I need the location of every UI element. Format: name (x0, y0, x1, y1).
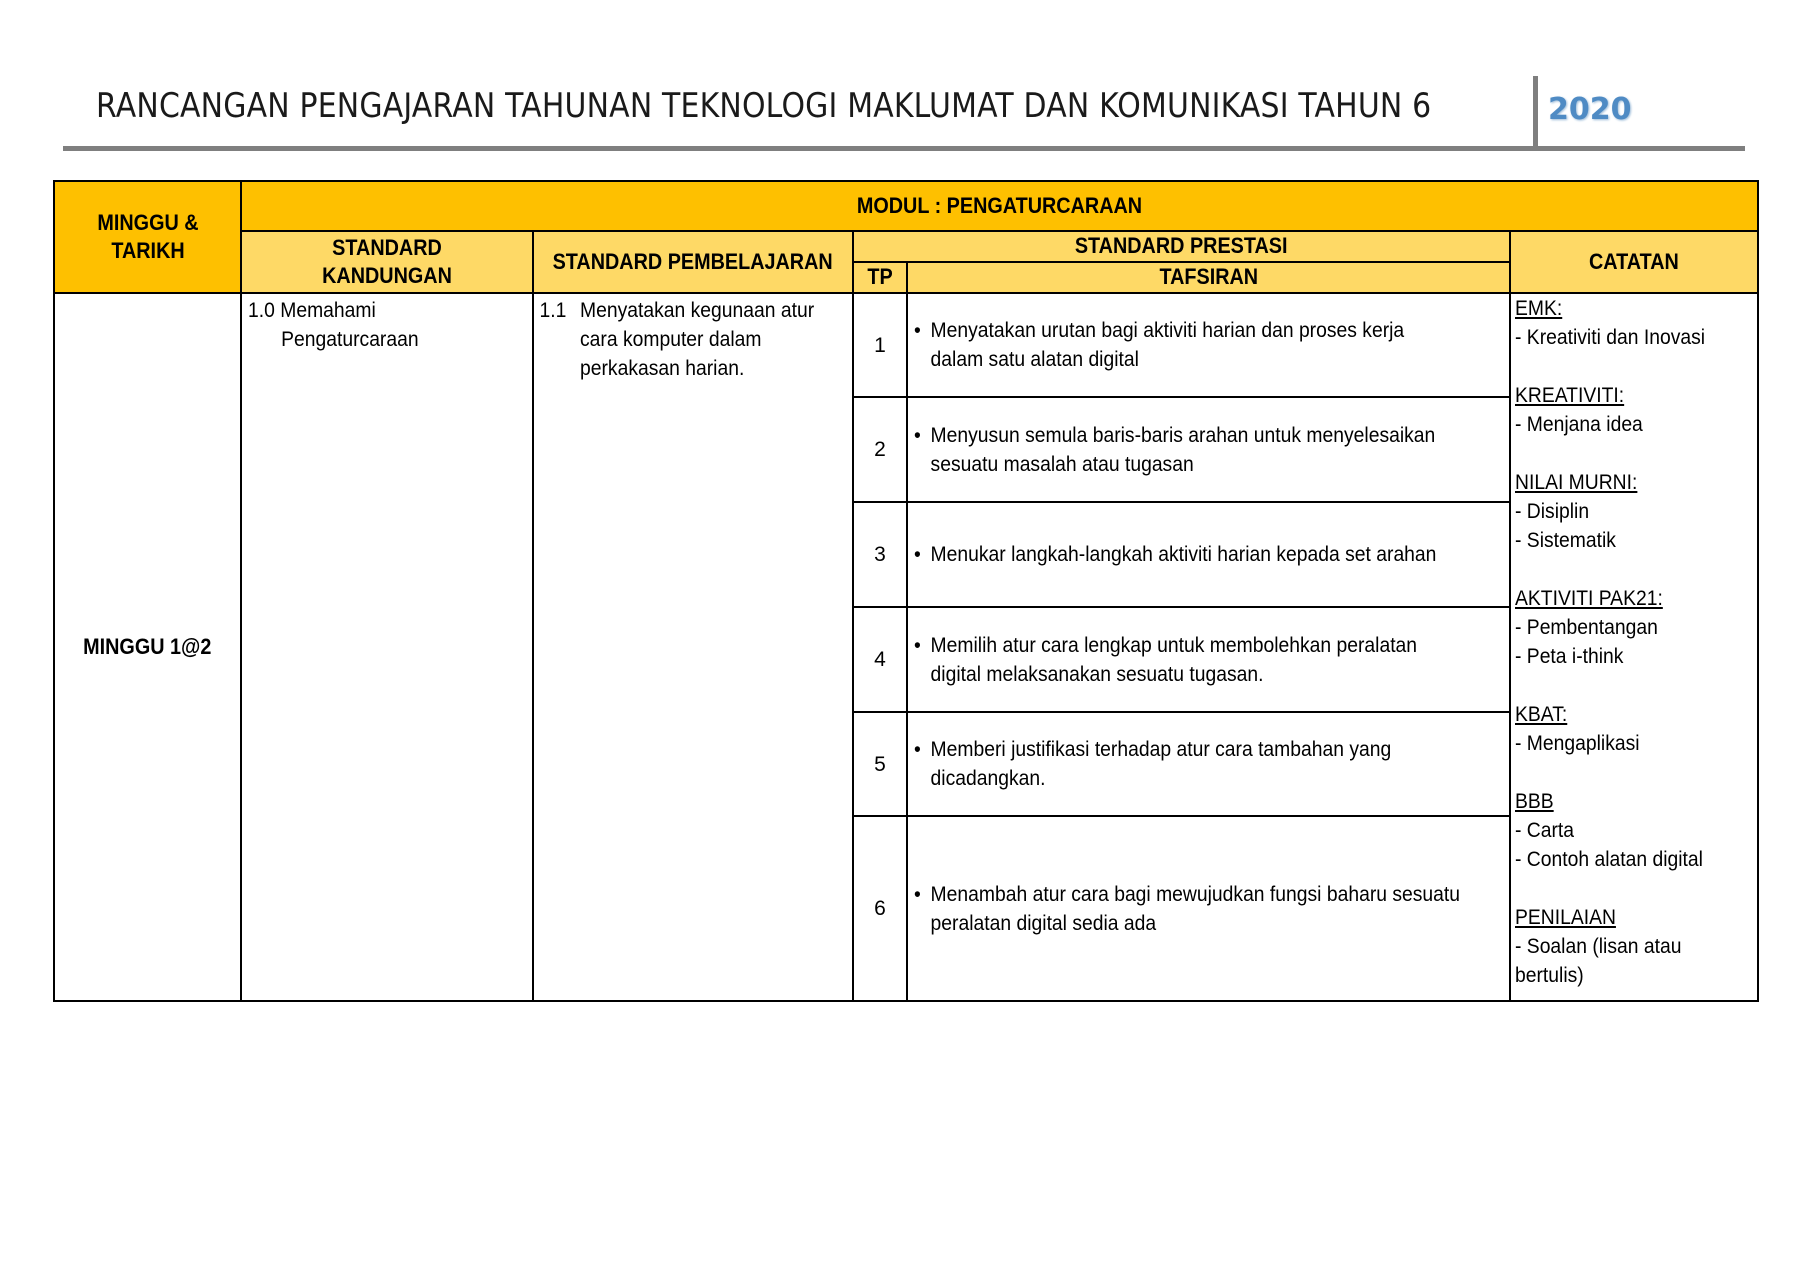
standard-pembelajaran-cell (533, 293, 853, 1001)
catatan-cell (1510, 293, 1758, 1001)
tafsiran-cell (907, 816, 1510, 1001)
kbat-item: - Mengaplikasi (1515, 732, 1640, 755)
header-tafsiran (907, 262, 1510, 293)
penilaian-item: - Soalan (lisan atau bertulis) (1515, 935, 1682, 987)
kreativiti-item: - Menjana idea (1515, 413, 1643, 436)
tafsiran-text: Menyatakan urutan bagi aktiviti harian dan proses kerja dalam satu alatan digital (930, 319, 1405, 371)
tafsiran-item (914, 880, 1461, 938)
tafsiran-cell (907, 607, 1510, 712)
pak21-item: - Pembentangan (1515, 616, 1658, 639)
tafsiran-text: Memberi justifikasi terhadap atur cara tambahan yang dicadangkan. (930, 738, 1392, 790)
tafsiran-item (914, 631, 1461, 689)
bullet-icon: • (914, 543, 921, 566)
header-sp-text: STANDARD PEMBELAJARAN (552, 248, 834, 274)
bbb-item: - Carta (1515, 819, 1575, 842)
pak21-label: AKTIVITI PAK21: (1515, 587, 1663, 610)
tafsiran-cell (907, 502, 1510, 607)
tafsiran-cell (907, 712, 1510, 816)
header-divider (1533, 76, 1538, 148)
tafsiran-text: Memilih atur cara lengkap untuk membolehkan peralatan digital melaksanakan sesuatu tugasan. (930, 633, 1418, 686)
minggu-cell (54, 293, 241, 1001)
tafsiran-item (914, 540, 1461, 569)
bullet-icon: • (914, 882, 921, 906)
document-title: RANCANGAN PENGAJARAN TAHUNAN TEKNOLOGI MAKLUMAT DAN KOMUNIKASI TAHUN 6 (96, 86, 1432, 126)
header-minggu (54, 181, 241, 293)
sk-title: Memahami (280, 299, 376, 322)
kbat-label: KBAT: (1515, 703, 1568, 726)
tp-cell: 5 (853, 712, 907, 816)
emk-label: EMK: (1515, 297, 1563, 320)
tp-cell: 2 (853, 397, 907, 502)
document-year: 2020 (1548, 92, 1632, 127)
penilaian-label: PENILAIAN (1515, 906, 1616, 929)
header-tafsiran-text: TAFSIRAN (1159, 264, 1258, 289)
tafsiran-text: Menukar langkah-langkah aktiviti harian kepada set arahan (930, 543, 1437, 566)
tp-cell: 3 (853, 502, 907, 607)
bullet-icon: • (914, 423, 921, 447)
standard-kandungan-cell (241, 293, 533, 1001)
header-tp (853, 262, 907, 293)
nilai-item: - Disiplin (1515, 500, 1590, 523)
header-catatan (1510, 231, 1758, 293)
bullet-icon: • (914, 633, 921, 657)
sk-line2: Pengaturcaraan (281, 328, 419, 351)
kreativiti-label: KREATIVITI: (1515, 384, 1625, 407)
tp-cell: 6 (853, 816, 907, 1001)
emk-item: - Kreativiti dan Inovasi (1515, 326, 1706, 349)
tafsiran-cell (907, 293, 1510, 397)
header-modul (241, 181, 1758, 231)
sp-text: Menyatakan kegunaan atur cara komputer dalam perkakasan harian. (580, 299, 815, 380)
tp-cell: 1 (853, 293, 907, 397)
tafsiran-text: Menambah atur cara bagi mewujudkan fungsi baharu sesuatu peralatan digital sedia ada (930, 882, 1461, 935)
header-standard-prestasi (853, 231, 1510, 262)
sk-num: 1.0 (248, 299, 275, 322)
bbb-item: - Contoh alatan digital (1515, 848, 1703, 871)
sp-num: 1.1 (539, 299, 567, 322)
nilai-label: NILAI MURNI: (1515, 471, 1638, 494)
header-minggu-text: MINGGU & TARIKH (96, 209, 199, 263)
header-catatan-text: CATATAN (1589, 248, 1679, 274)
bullet-icon: • (914, 319, 921, 342)
tafsiran-text: Menyusun semula baris-baris arahan untuk menyelesaikan sesuatu masalah atau tugasan (930, 423, 1436, 476)
lesson-plan-table (53, 180, 1759, 1002)
header-rule (63, 146, 1745, 151)
tp-cell: 4 (853, 607, 907, 712)
header-standard-pembelajaran (533, 231, 853, 293)
bullet-icon: • (914, 738, 921, 761)
tafsiran-cell (907, 397, 1510, 502)
header-standard-kandungan (241, 231, 533, 293)
header-prestasi-text: STANDARD PRESTASI (1075, 233, 1288, 258)
bbb-label: BBB (1515, 790, 1554, 813)
header-tp-text: TP (867, 264, 893, 289)
nilai-item: - Sistematik (1515, 529, 1616, 552)
minggu-text: MINGGU 1@2 (83, 633, 212, 659)
pak21-item: - Peta i-think (1515, 645, 1624, 668)
header-modul-text: MODUL : PENGATURCARAAN (856, 192, 1143, 218)
tafsiran-item (914, 735, 1461, 793)
catatan-content (1515, 294, 1738, 990)
header-sk-text: STANDARD KANDUNGAN (322, 234, 452, 288)
sk-line1 (248, 296, 509, 325)
sp-item (534, 294, 827, 383)
tafsiran-item (914, 316, 1461, 374)
tafsiran-item (914, 421, 1461, 479)
